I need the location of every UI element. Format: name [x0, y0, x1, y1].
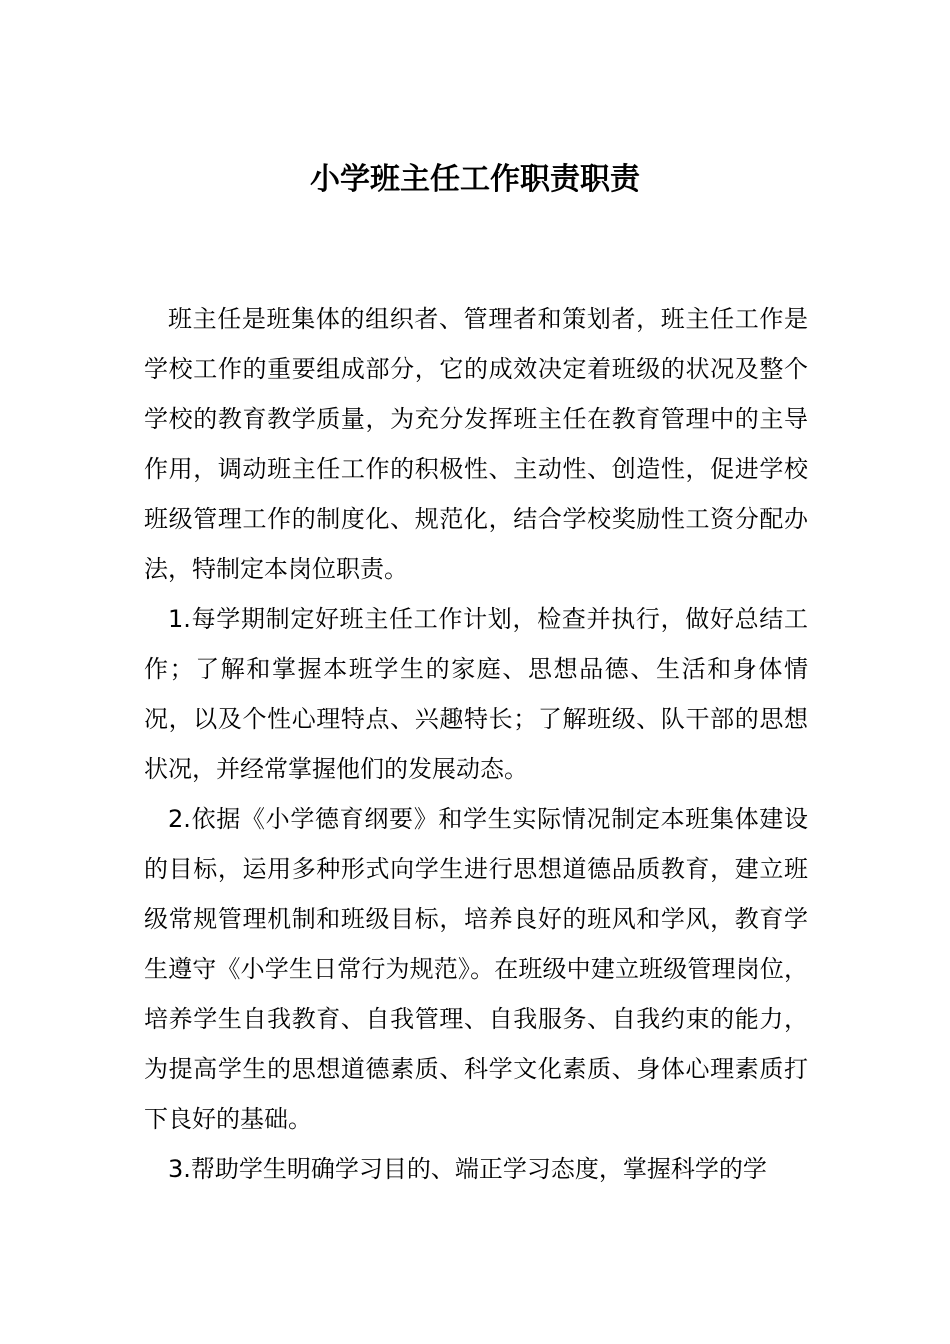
paragraph-item-1: 1.每学期制定好班主任工作计划，检查并执行，做好总结工作；了解和掌握本班学生的家庭、思想品德、生活和身体情况，以及个性心理特点、兴趣特长；了解班级、队干部的思想状况，并经常掌握他们的发展动态。	[144, 605, 808, 783]
document-body	[144, 294, 808, 1194]
paragraph-item-3: 3.帮助学生明确学习目的、端正学习态度，掌握科学的学	[168, 1155, 767, 1183]
paragraph-item-2: 2.依据《小学德育纲要》和学生实际情况制定本班集体建设的目标，运用多种形式向学生进行思想道德品质教育，建立班级常规管理机制和班级目标，培养良好的班风和学风，教育学生遵守《小学生日常行为规范》。在班级中建立班级管理岗位，培养学生自我教育、自我管理、自我服务、自我约束的能力，为提高学生的思想道德素质、科学文化素质、身体心理素质打下良好的基础。	[144, 805, 808, 1133]
document-title: 小学班主任工作职责职责	[310, 162, 640, 197]
paragraph-intro: 班主任是班集体的组织者、管理者和策划者，班主任工作是学校工作的重要组成部分，它的成效决定着班级的状况及整个学校的教育教学质量，为充分发挥班主任在教育管理中的主导作用，调动班主任工作的积极性、主动性、创造性，促进学校班级管理工作的制度化、规范化，结合学校奖励性工资分配办法，特制定本岗位职责。	[144, 305, 808, 583]
